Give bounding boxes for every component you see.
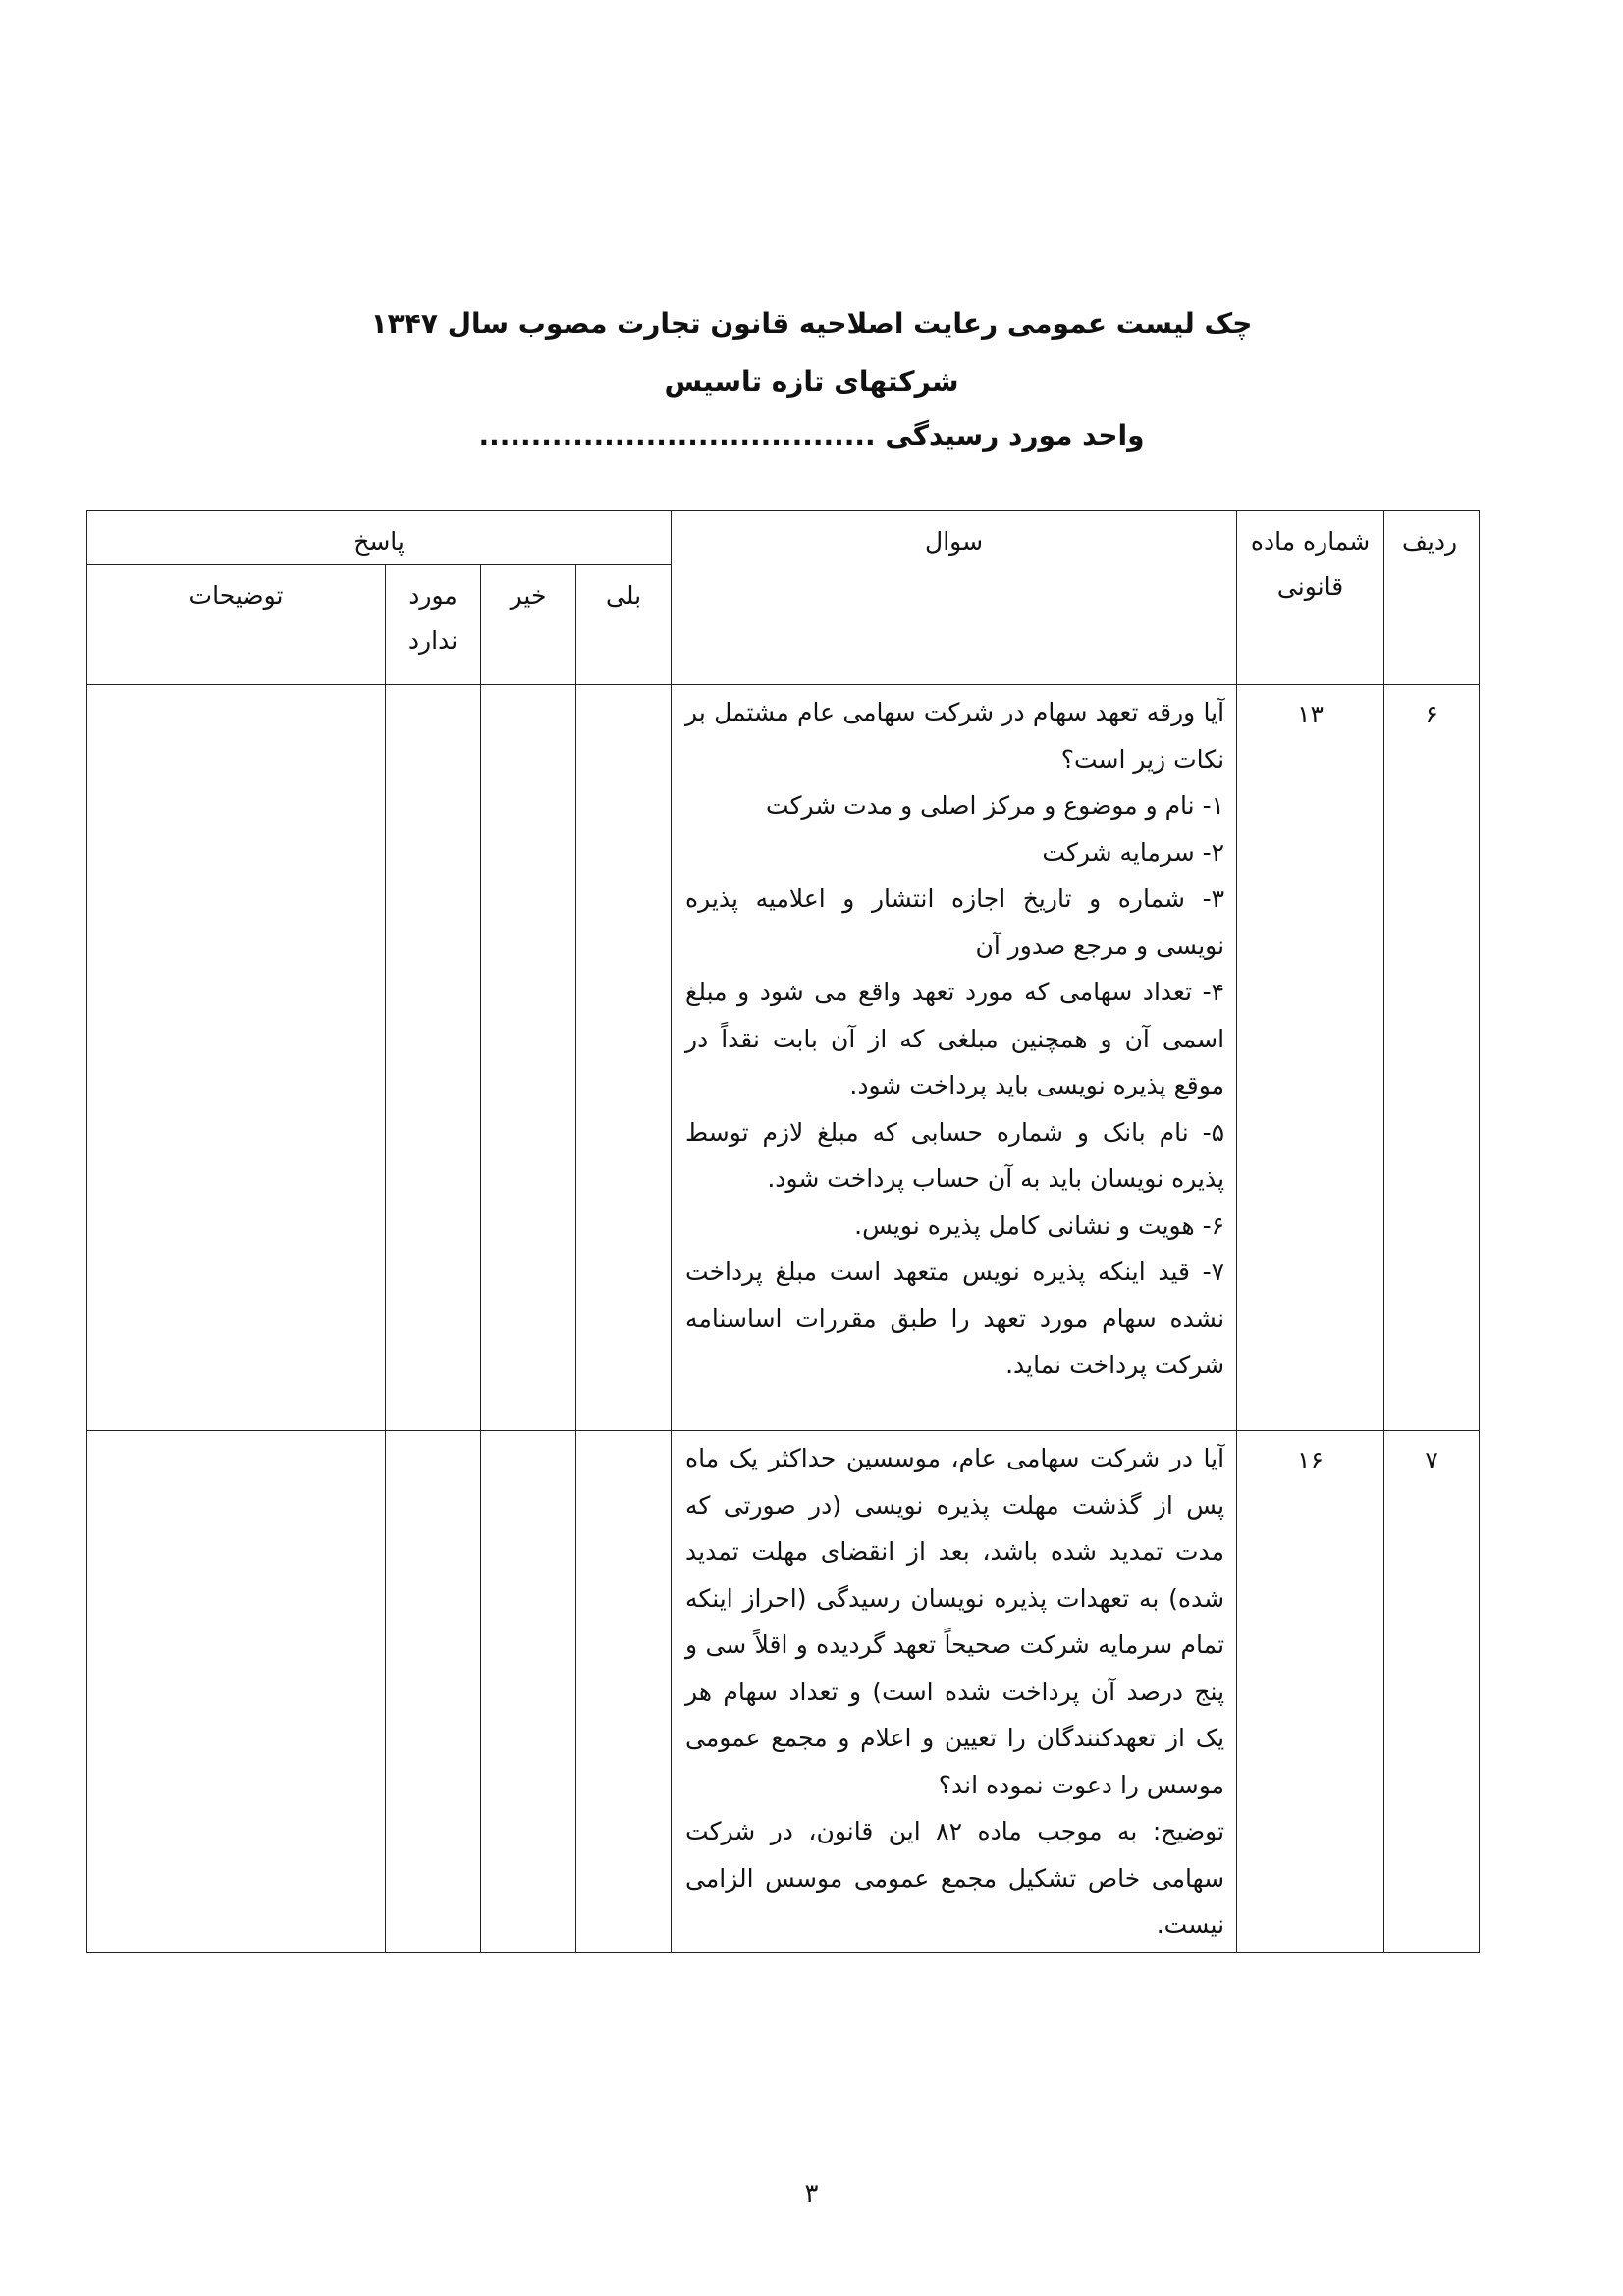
question-line: آیا در شرکت سهامی عام، موسسین حداکثر یک ماه پس از گذشت مهلت پذیره نویسی (در صورتی که مدت تمدید شده باشد، بعد از انقضای مهلت تمدید شده) به تعهدات پذیره نویسان رسیدگی (احراز اینکه تمام سرمایه شرکت صحیحاً تعهد گردیده و اقلاً سی و پنج درصد آن پرداخت شده است) و تعداد سهام هر یک از تعهدکنندگان را تعیین و اعلام و مجمع عمومی موسس را دعوت نموده اند؟: [685, 1444, 1225, 1799]
header-no: خیر: [481, 565, 576, 685]
header-question: سوال: [672, 511, 1237, 685]
question-line: ۴- تعداد سهامی که مورد تعهد واقع می شود و مبلغ اسمی آن و همچنین مبلغی که از آن بابت نقداً در موقع پذیره نویسی باید پرداخت شود.: [685, 978, 1225, 1099]
question-line: ۱- نام و موضوع و مرکز اصلی و مدت شرکت: [766, 791, 1225, 820]
no-answer-cell[interactable]: [481, 685, 576, 1431]
question-cell: [672, 1431, 1237, 1953]
row-number: ۷: [1384, 1431, 1480, 1953]
article-number: ۱۳: [1237, 685, 1384, 1431]
document-subtitle: شرکتهای تازه تاسیس: [664, 365, 959, 398]
question-line: توضیح: به موجب ماده ۸۲ این قانون، در شرکت سهامی خاص تشکیل مجمع عمومی موسس الزامی نیست.: [685, 1817, 1225, 1939]
table-row: [87, 685, 1480, 1431]
header-yes: بلی: [576, 565, 672, 685]
header-notes: توضیحات: [87, 565, 386, 685]
header-answer: پاسخ: [87, 511, 672, 565]
question-line: ۲- سرمایه شرکت: [1042, 837, 1225, 867]
question-line: ۷- قید اینکه پذیره نویس متعهد است مبلغ پرداخت نشده سهام مورد تعهد را طبق مقررات اساسنامه شرکت پرداخت نماید.: [685, 1257, 1225, 1379]
no-answer-cell[interactable]: [481, 1431, 576, 1953]
header-not-applicable: مورد ندارد: [386, 565, 481, 685]
question-line: ۵- نام بانک و شماره حسابی که مبلغ لازم توسط پذیره نویسان باید به آن حساب پرداخت شود.: [685, 1117, 1225, 1193]
page-number: ۳: [804, 2179, 819, 2209]
not-applicable-answer-cell[interactable]: [386, 685, 481, 1431]
question-line: ۶- هویت و نشانی کامل پذیره نویس.: [854, 1210, 1225, 1240]
yes-answer-cell[interactable]: [576, 685, 672, 1431]
audited-unit-line: واحد مورد رسیدگی ......................................: [478, 419, 1145, 452]
article-number: ۱۶: [1237, 1431, 1384, 1953]
table-row: [87, 1431, 1480, 1953]
question-line: آیا ورقه تعهد سهام در شرکت سهامی عام مشتمل بر نکات زیر است؟: [685, 698, 1225, 774]
notes-cell[interactable]: [87, 1431, 386, 1953]
row-number: ۶: [1384, 685, 1480, 1431]
notes-cell[interactable]: [87, 685, 386, 1431]
header-article-number: شماره ماده قانونی: [1237, 511, 1384, 685]
document-title: چک لیست عمومی رعایت اصلاحیه قانون تجارت مصوب سال ۱۳۴۷: [370, 307, 1253, 340]
question-line: ۳- شماره و تاریخ اجازه انتشار و اعلامیه پذیره نویسی و مرجع صدور آن: [685, 884, 1225, 960]
yes-answer-cell[interactable]: [576, 1431, 672, 1953]
not-applicable-answer-cell[interactable]: [386, 1431, 481, 1953]
header-row-number: ردیف: [1384, 511, 1480, 685]
question-cell: [672, 685, 1237, 1431]
checklist-table: [86, 510, 1480, 1953]
